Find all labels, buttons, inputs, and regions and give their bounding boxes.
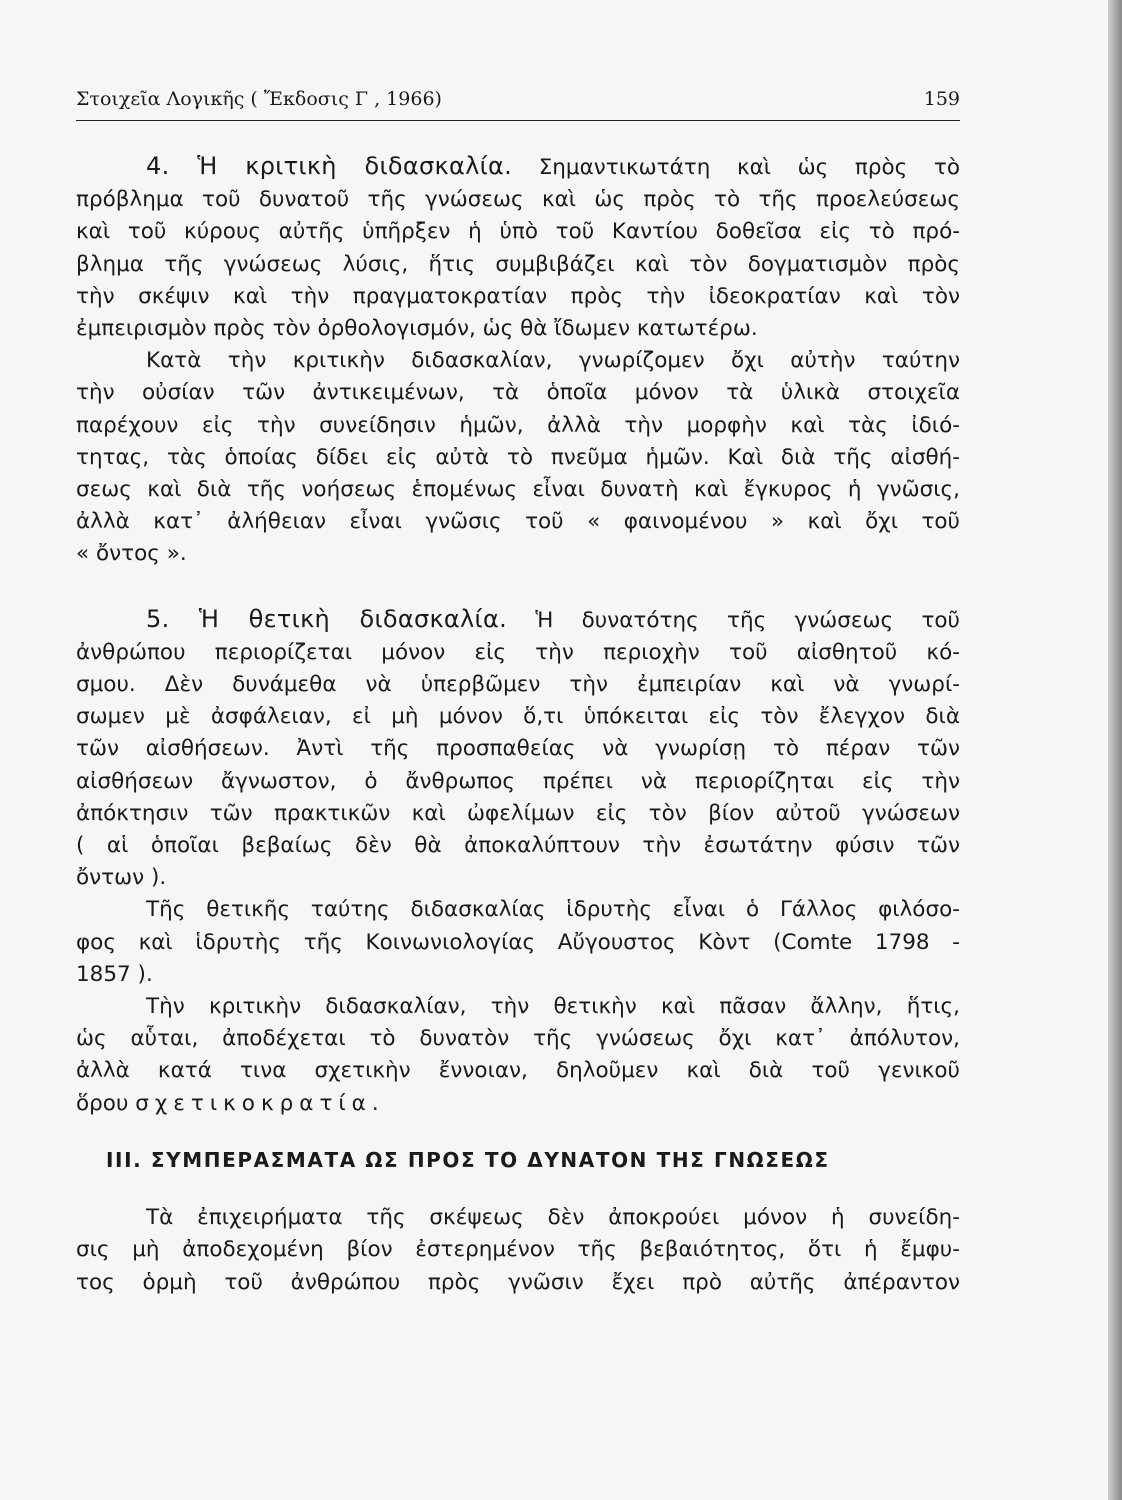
paragraph-line: Τὴν κριτικὴν διδασκαλίαν, τὴν θετικὴν καὶ πᾶσαν ἄλλην, ἥτις, bbox=[146, 994, 960, 1020]
paragraph-line: σμου. Δὲν δυνάμεθα νὰ ὑπερβῶμεν τὴν ἐμπειρίαν καὶ νὰ γνωρί- bbox=[76, 672, 960, 698]
paragraph-line: φος καὶ ἱδρυτὴς τῆς Κοινωνιολογίας Αὔγουστος Κὸντ (Comte 1798 - bbox=[76, 929, 960, 955]
paragraph-line: βλημα τῆς γνώσεως λύσις, ἥτις συμβιβάζει καὶ τὸν δογματισμὸν πρὸς bbox=[76, 251, 960, 277]
page-body bbox=[76, 150, 960, 1299]
paragraph-line: Τὰ ἐπιχειρήματα τῆς σκέψεως δὲν ἀποκρούει μόνον ἡ συνείδη- bbox=[146, 1205, 960, 1231]
paragraph-line: τὴν σκέψιν καὶ τὴν πραγματοκρατίαν πρὸς τὴν ἰδεοκρατίαν καὶ τὸν bbox=[76, 283, 960, 309]
running-title: Στοιχεῖα Λογικῆς ( Ἔκδοσις Γ , 1966) bbox=[76, 88, 442, 110]
paragraph-line: τητας, τὰς ὁποίας δίδει εἰς αὐτὰ τὸ πνεῦμα ἡμῶν. Καὶ διὰ τῆς αἰσθή- bbox=[76, 444, 960, 470]
paragraph-line: « ὄντος ». bbox=[76, 541, 187, 567]
paragraph-line: Τῆς θετικῆς ταύτης διδασκαλίας ἱδρυτὴς εἶναι ὁ Γάλλος φιλόσο- bbox=[146, 897, 960, 923]
paragraph-line: ὅρου σχετικοκρατία. bbox=[76, 1090, 385, 1116]
section-5-heading: 5. Ἡ θετικὴ διδασκαλία. bbox=[146, 604, 508, 633]
paragraph-line: σωμεν μὲ ἀσφάλειαν, εἰ μὴ μόνον ὅ,τι ὑπόκειται εἰς τὸν ἔλεγχον διὰ bbox=[76, 704, 960, 730]
paragraph-line: ἀνθρώπου περιορίζεται μόνον εἰς τὴν περιοχὴν τοῦ αἰσθητοῦ κό- bbox=[76, 639, 960, 665]
paragraph-line: Κατὰ τὴν κριτικὴν διδασκαλίαν, γνωρίζομεν ὄχι αὐτὴν ταύτην bbox=[146, 348, 960, 374]
paragraph-line: πρόβλημα τοῦ δυνατοῦ τῆς γνώσεως καὶ ὡς πρὸς τὸ τῆς προελεύσεως bbox=[76, 187, 960, 213]
paragraph-line: 1857 ). bbox=[76, 961, 153, 987]
paragraph-line: σις μὴ ἀποδεχομένη βίον ἐστερημένον τῆς βεβαιότητος, ὅτι ἡ ἔμφυ- bbox=[76, 1237, 960, 1263]
paragraph-line: τος ὁρμὴ τοῦ ἀνθρώπου πρὸς γνῶσιν ἔχει πρὸ αὐτῆς ἀπέραντον bbox=[76, 1269, 960, 1295]
section-4-heading: 4. Ἡ κριτικὴ διδασκαλία. bbox=[146, 152, 513, 180]
paragraph-line: σεως καὶ διὰ τῆς νοήσεως ἑπομένως εἶναι δυνατὴ καὶ ἔγκυρος ἡ γνῶσις, bbox=[76, 477, 960, 503]
paragraph-line: ἀλλὰ κατ᾿ ἀλήθειαν εἶναι γνῶσις τοῦ « φαινομένου » καὶ ὄχι τοῦ bbox=[76, 509, 960, 535]
paragraph-gap bbox=[76, 571, 960, 603]
section-iii-heading: ΙΙΙ. ΣΥΜΠΕΡΑΣΜΑΤΑ ΩΣ ΠΡΟΣ ΤΟ ΔΥΝΑΤΟΝ ΤΗΣ ΓΝΩΣΕΩΣ bbox=[106, 1147, 830, 1172]
paragraph-line: τὴν οὐσίαν τῶν ἀντικειμένων, τὰ ὁποῖα μόνον τὰ ὑλικὰ στοιχεῖα bbox=[76, 380, 960, 406]
paragraph-line: αἰσθήσεων ἄγνωστον, ὁ ἄνθρωπος πρέπει νὰ περιορίζηται εἰς τὴν bbox=[76, 768, 960, 794]
paragraph-line: ὡς αὗται, ἀποδέχεται τὸ δυνατὸν τῆς γνώσεως ὄχι κατ᾿ ἀπόλυτον, bbox=[76, 1026, 960, 1052]
paragraph-line: ἐμπειρισμὸν πρὸς τὸν ὀρθολογισμόν, ὡς θὰ ἴδωμεν κατωτέρω. bbox=[76, 316, 758, 342]
paragraph-line: ὄντων ). bbox=[76, 865, 167, 891]
page-number: 159 bbox=[923, 88, 960, 110]
paragraph-line: παρέχουν εἰς τὴν συνείδησιν ἡμῶν, ἀλλὰ τὴν μορφὴν καὶ τὰς ἰδιό- bbox=[76, 412, 960, 438]
paragraph-line: τῶν αἰσθήσεων. Ἀντὶ τῆς προσπαθείας νὰ γνωρίσῃ τὸ πέραν τῶν bbox=[76, 736, 960, 762]
paragraph-line: 5. Ἡ θετικὴ διδασκαλία. Ἡ δυνατότης τῆς γνώσεως τοῦ bbox=[146, 604, 960, 633]
paragraph-line: ἀπόκτησιν τῶν πρακτικῶν καὶ ὠφελίμων εἰς τὸν βίον αὐτοῦ γνώσεων bbox=[76, 800, 960, 826]
paragraph-line: ἀλλὰ κατά τινα σχετικὴν ἔννοιαν, δηλοῦμεν καὶ διὰ τοῦ γενικοῦ bbox=[76, 1058, 960, 1084]
running-header bbox=[76, 86, 960, 121]
paragraph-line: καὶ τοῦ κύρους αὐτῆς ὑπῆρξεν ἡ ὑπὸ τοῦ Καντίου δοθεῖσα εἰς τὸ πρό- bbox=[76, 219, 960, 245]
emphasized-term: σχετικοκρατία. bbox=[135, 1090, 385, 1116]
paragraph-line: 4. Ἡ κριτικὴ διδασκαλία. Σημαντικωτάτη καὶ ὡς πρὸς τὸ bbox=[146, 152, 960, 180]
page-spine-shadow bbox=[1108, 0, 1122, 1500]
paragraph-line: ( αἱ ὁποῖαι βεβαίως δὲν θὰ ἀποκαλύπτουν τὴν ἐσωτάτην φύσιν τῶν bbox=[76, 833, 960, 859]
